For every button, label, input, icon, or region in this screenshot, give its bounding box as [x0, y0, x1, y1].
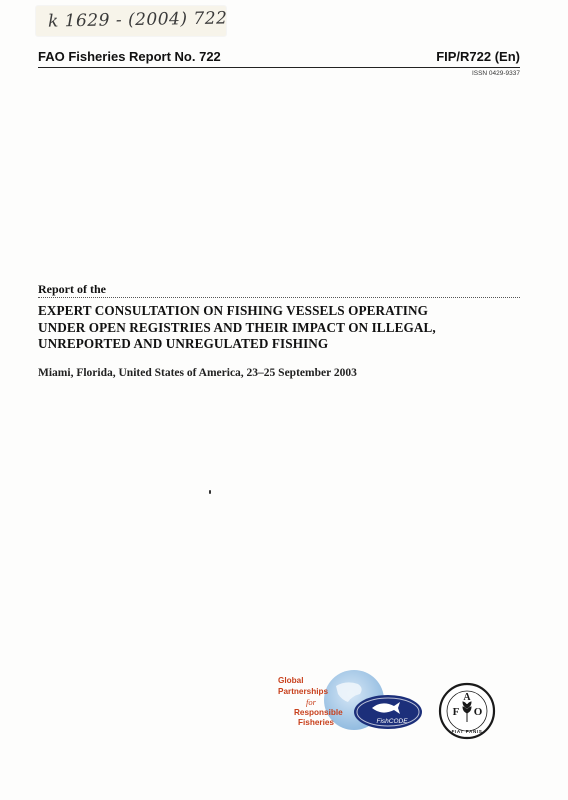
title-divider: [38, 297, 520, 298]
fao-motto: FIAT PANIS: [451, 729, 483, 734]
fao-letter-o: O: [473, 706, 483, 718]
gp-word: Partnerships: [278, 686, 329, 696]
issn-number: ISSN 0429-9337: [471, 70, 520, 77]
series-title: FAO Fisheries Report No. 722: [38, 49, 221, 64]
fao-logo: [438, 682, 496, 740]
gp-word: Global: [278, 676, 304, 685]
fishcode-label: FishCODE: [376, 718, 408, 725]
report-title: [38, 303, 518, 353]
gp-word: Responsible: [294, 707, 343, 717]
meeting-venue-date: Miami, Florida, United States of America, 23–25 September 2003: [38, 367, 357, 379]
title-line: UNDER OPEN REGISTRIES AND THEIR IMPACT ON ILLEGAL,: [38, 319, 436, 335]
fao-letter-a: A: [463, 692, 471, 703]
report-of-label: Report of the: [38, 282, 106, 296]
fao-letter-f: F: [452, 706, 460, 718]
catalog-note-text: k 1629 - (2004) 722: [47, 8, 228, 32]
title-line: EXPERT CONSULTATION ON FISHING VESSELS OPERATING: [38, 303, 428, 318]
gp-word: Fisheries: [298, 718, 334, 728]
title-line: UNREPORTED AND UNREGULATED FISHING: [38, 336, 329, 351]
gp-word: for: [306, 697, 316, 708]
report-code: FIP/R722 (En): [436, 49, 520, 64]
handwritten-catalog-note: [36, 6, 226, 36]
header-divider: [38, 67, 520, 68]
report-header: [38, 49, 520, 65]
global-partnerships-wordmark: [276, 676, 366, 729]
print-speck: [209, 490, 211, 494]
